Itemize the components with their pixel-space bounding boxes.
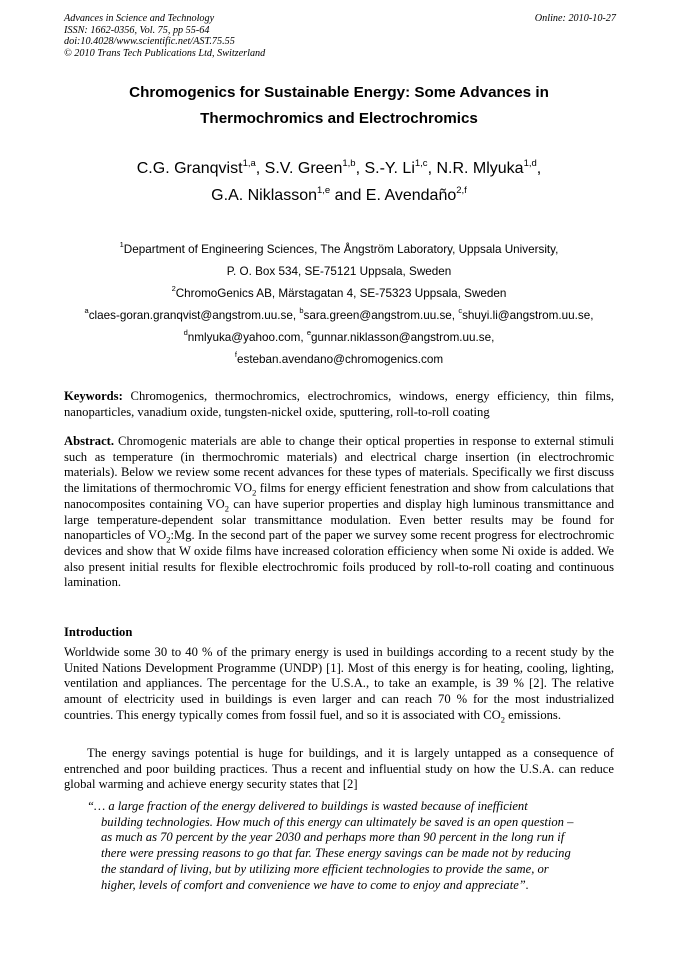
author-affiliation-mark: 1,d — [523, 157, 537, 169]
email-mark: c — [458, 306, 463, 316]
keywords-text: Chromogenics, thermochromics, electrochromics, windows, energy efficiency, thin films, nanoparticles, vanadium oxide, tungsten-nickel oxide, sputtering, roll-to-roll coating — [64, 389, 614, 419]
paragraph-text: emissions. — [505, 707, 561, 722]
affiliation-text: Department of Engineering Sciences, The Ångström Laboratory, Uppsala University, — [123, 243, 559, 256]
paper-title — [64, 80, 614, 132]
quote-line: there were pressing reasons to go that far. These energy savings can be made not by reducing — [101, 846, 571, 861]
affiliations — [60, 239, 618, 371]
author-name: C.G. Granqvist — [136, 160, 243, 177]
author-separator: , — [355, 160, 365, 177]
abstract-paragraph — [64, 434, 614, 591]
email-address[interactable]: claes-goran.granqvist@angstrom.uu.se, — [88, 309, 300, 322]
email-mark: e — [306, 328, 311, 338]
issn-line: ISSN: 1662-0356, Vol. 75, pp 55-64 — [64, 24, 210, 36]
author-name: N.R. Mlyuka — [436, 160, 524, 177]
affiliation-line — [60, 283, 618, 305]
email-address[interactable]: sara.green@angstrom.uu.se, — [303, 309, 459, 322]
subscript: 2 — [500, 714, 505, 725]
email-mark: b — [299, 306, 304, 316]
email-line — [60, 327, 618, 349]
author-name: S.-Y. Li — [364, 160, 415, 177]
affiliation-mark: 2 — [171, 284, 176, 294]
doi-line[interactable]: doi:10.4028/www.scientific.net/AST.75.55 — [64, 36, 235, 48]
email-address[interactable]: nmlyuka@yahoo.com, — [187, 331, 307, 344]
abstract-text: can have superior properties and display high luminous transmittance and large temperature-dependent solar transmittance modulation. Even better results may be found for nanoparticles of VO — [64, 496, 614, 543]
author-separator: , — [427, 160, 437, 177]
affiliation-line — [60, 239, 618, 261]
author-name: E. Avendaño — [365, 187, 457, 204]
subscript: 2 — [252, 487, 257, 498]
keywords-label: Keywords: — [64, 389, 123, 403]
affiliation-mark: 1 — [119, 240, 124, 250]
author-affiliation-mark: 1,e — [316, 184, 331, 196]
introduction-heading: Introduction — [64, 625, 133, 639]
quote-line: “… a large fraction of the energy delivered to buildings is wasted because of inefficient — [87, 799, 528, 813]
email-line — [60, 349, 618, 371]
block-quote — [87, 799, 614, 893]
abstract-text: films for energy efficient fenestration and show from calculations that nanocomposites containing VO — [64, 481, 614, 511]
author-affiliation-mark: 1,b — [342, 157, 356, 169]
abstract-text: Chromogenic materials are able to change their optical properties in response to external stimuli such as temperature (in thermochromic materials) and electrical charge insertion (in electrochromic materials). Below we review some recent advances for these types of materials. Specifically we first discuss the limitations of thermochromic VO — [64, 434, 614, 496]
affiliation-text: ChromoGenics AB, Märstagatan 4, SE-75323 Uppsala, Sweden — [175, 287, 507, 300]
title-line-2: Thermochromics and Electrochromics — [200, 110, 478, 127]
author-list — [64, 155, 614, 209]
author-name: G.A. Niklasson — [211, 187, 317, 204]
author-affiliation-mark: 2,f — [456, 184, 467, 196]
journal-name: Advances in Science and Technology — [64, 13, 215, 24]
author-line-1 — [64, 155, 614, 182]
quote-line: building technologies. How much of this energy can ultimately be saved is an open question – — [101, 814, 574, 829]
online-date: Online: 2010-10-27 — [534, 13, 616, 24]
paragraph-text: Worldwide some 30 to 40 % of the primary energy is used in buildings according to a recent study by the United Nations Development Programme (UNDP) [1]. Most of this energy is for heating, cooling, lighting, ventilation and appliances. The percentage for the U.S.A., to take an example, is 39 % [2]. The relative amount of electricity used in buildings is even larger and can reach 70 % for the most industrialized countries. This energy typically comes from fossil fuel, and so it is associated with CO — [64, 645, 614, 722]
email-mark: a — [84, 306, 89, 316]
email-address[interactable]: shuyi.li@angstrom.uu.se, — [462, 309, 594, 322]
subscript: 2 — [166, 534, 171, 545]
author-separator: , — [536, 160, 542, 177]
author-affiliation-mark: 1,c — [414, 157, 428, 169]
email-line — [60, 305, 618, 327]
title-line-1: Chromogenics for Sustainable Energy: Some Advances in — [129, 84, 549, 101]
quote-line: higher, levels of comfort and convenience we have to come to enjoy and appreciate”. — [101, 877, 529, 892]
introduction-paragraph-1 — [64, 645, 614, 724]
email-address[interactable]: esteban.avendano@chromogenics.com — [236, 353, 444, 366]
email-mark: f — [234, 350, 237, 360]
keywords-paragraph — [64, 389, 614, 420]
email-address[interactable]: gunnar.niklasson@angstrom.uu.se, — [311, 331, 495, 344]
author-affiliation-mark: 1,a — [242, 157, 256, 169]
author-name: S.V. Green — [264, 160, 343, 177]
abstract-label: Abstract. — [64, 434, 115, 448]
author-separator: , — [255, 160, 265, 177]
abstract-text: :Mg. In the second part of the paper we survey some recent progress for electrochromic devices and show that W oxide films have increased coloration efficiency when some Ni oxide is added. We also present initial results for flexible electrochromic foils produced by roll-to-roll coating and continuous lamination. — [64, 528, 614, 590]
copyright-line: © 2010 Trans Tech Publications Ltd, Switzerland — [64, 47, 266, 59]
affiliation-line: P. O. Box 534, SE-75121 Uppsala, Sweden — [226, 265, 452, 278]
introduction-paragraph-2: The energy savings potential is huge for buildings, and it is largely untapped as a consequence of entrenched and poor building practices. Thus a recent and influential study on how the U.S.A. can reduce global warming and achieve energy security states that [2] — [64, 746, 614, 792]
author-line-2 — [64, 182, 614, 209]
quote-line: as much as 70 percent by the year 2030 and perhaps more than 90 percent in the long run if — [101, 830, 565, 845]
author-separator: and — [330, 187, 366, 204]
journal-header — [64, 13, 616, 59]
quote-line: the standard of living, but by utilizing more efficient technologies to provide the same, or — [101, 861, 549, 876]
email-mark: d — [183, 328, 188, 338]
subscript: 2 — [224, 503, 229, 514]
